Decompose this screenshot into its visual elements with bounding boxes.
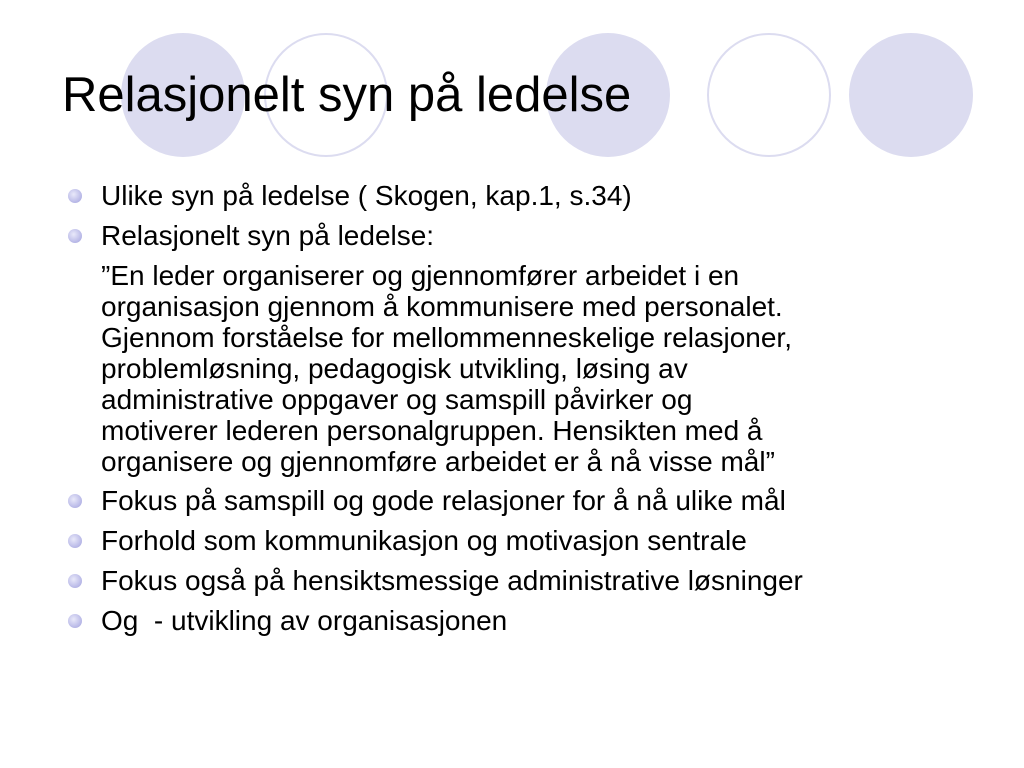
- quote-line: motiverer lederen personalgruppen. Hensikten med å: [101, 415, 763, 446]
- bullet-text: Fokus også på hensiktsmessige administrative løsninger: [101, 565, 803, 596]
- bullet-list: [66, 180, 986, 645]
- decorative-circle-outline: [707, 33, 831, 157]
- bullet-text: Forhold som kommunikasjon og motivasjon sentrale: [101, 525, 747, 556]
- quote-line: administrative oppgaver og samspill påvirker og: [101, 384, 693, 415]
- bullet-icon: [68, 574, 82, 588]
- bullet-text: Ulike syn på ledelse ( Skogen, kap.1, s.34): [101, 180, 632, 211]
- bullet-item: [66, 180, 986, 212]
- bullet-icon: [68, 494, 82, 508]
- quote-line: problemløsning, pedagogisk utvikling, løsing av: [101, 353, 688, 384]
- decorative-circle: [849, 33, 973, 157]
- bullet-item: [66, 485, 986, 517]
- bullet-icon: [68, 534, 82, 548]
- quote-line: ”En leder organiserer og gjennomfører arbeidet i en: [101, 260, 740, 291]
- bullet-text: Relasjonelt syn på ledelse:: [101, 220, 435, 251]
- bullet-item: [66, 565, 986, 597]
- bullet-icon: [68, 229, 82, 243]
- quote-line: Gjennom forståelse for mellommenneskelige relasjoner,: [101, 322, 792, 353]
- slide-title: Relasjonelt syn på ledelse: [62, 68, 632, 122]
- quote-block: [66, 260, 986, 477]
- bullet-text: Fokus på samspill og gode relasjoner for å nå ulike mål: [101, 485, 786, 516]
- quote-line: organisasjon gjennom å kommunisere med personalet.: [101, 291, 783, 322]
- bullet-text: Og - utvikling av organisasjonen: [101, 605, 508, 636]
- quote-line: organisere og gjennomføre arbeidet er å nå visse mål”: [101, 446, 775, 477]
- bullet-icon: [68, 189, 82, 203]
- bullet-item: [66, 525, 986, 557]
- bullet-item: [66, 605, 986, 637]
- bullet-icon: [68, 614, 82, 628]
- bullet-item: [66, 220, 986, 252]
